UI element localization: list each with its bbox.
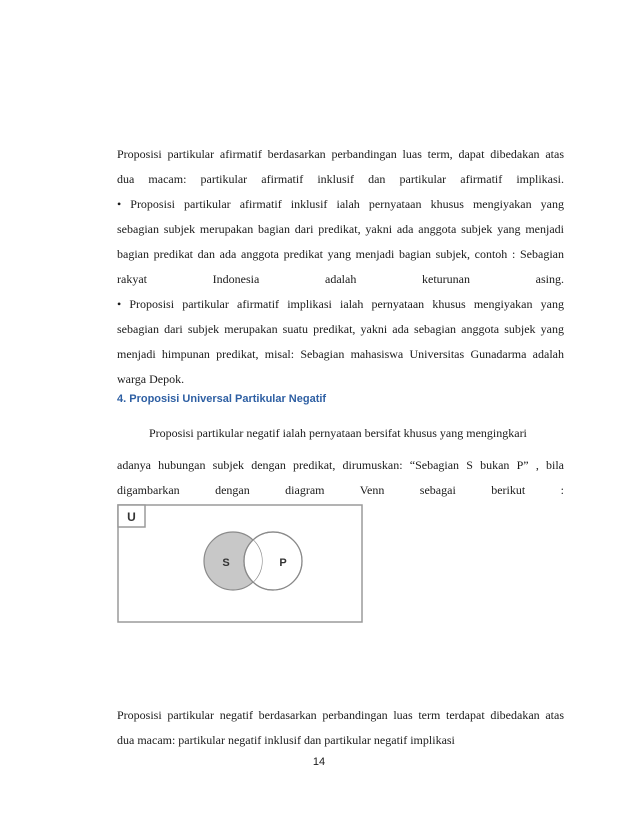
text-line: warga Depok.: [117, 372, 185, 386]
page-number: 14: [312, 756, 326, 768]
predicate-label: P: [279, 557, 287, 569]
text-line: adanya hubungan subjek dengan predikat, dirumuskan: “Sebagian S bukan P” , bila: [117, 458, 564, 472]
text-line: sebagian dari subjek merupakan suatu predikat, yakni ada sebagian anggota subjek yang: [117, 322, 564, 336]
text-line: Proposisi partikular afirmatif berdasarkan perbandingan luas term, dapat dibedakan atas: [117, 147, 564, 161]
text-line: menjadi himpunan predikat, misal: Sebagian mahasiswa Universitas Gunadarma adalah: [117, 347, 564, 361]
text-line: • Proposisi partikular afirmatif inklusif ialah pernyataan khusus mengiyakan yang: [117, 197, 564, 211]
text-line: • Proposisi partikular afirmatif implikasi ialah pernyataan khusus mengiyakan yang: [117, 297, 564, 311]
section-heading: 4. Proposisi Universal Partikular Negatif: [117, 393, 327, 405]
venn-diagram: [117, 504, 365, 624]
text-line: dua macam: partikular afirmatif inklusif dan partikular afirmatif implikasi.: [117, 172, 564, 186]
text-line: sebagian subjek merupakan bagian dari predikat, yakni ada anggota subjek yang menjadi: [117, 222, 564, 236]
text-line: digambarkan dengan diagram Venn sebagai berikut :: [117, 483, 564, 497]
text-line: dua macam: partikular negatif inklusif dan partikular negatif implikasi: [117, 733, 455, 747]
text-line: rakyat Indonesia adalah keturunan asing.: [117, 272, 564, 286]
text-line: Proposisi partikular negatif berdasarkan perbandingan luas term terdapat dibedakan atas: [117, 708, 564, 722]
paragraph-afirmatif: [117, 142, 564, 392]
text-line: Proposisi partikular negatif ialah pernyataan bersifat khusus yang mengingkari: [149, 426, 527, 440]
paragraph-negatif-cont: [117, 453, 564, 503]
text-line: bagian predikat dan ada anggota predikat yang menjadi bagian subjek, contoh : Sebagian: [117, 247, 564, 261]
universe-label: U: [127, 510, 136, 524]
subject-label: S: [222, 557, 230, 569]
paragraph-negatif: [117, 421, 564, 446]
paragraph-closing: [117, 703, 564, 753]
